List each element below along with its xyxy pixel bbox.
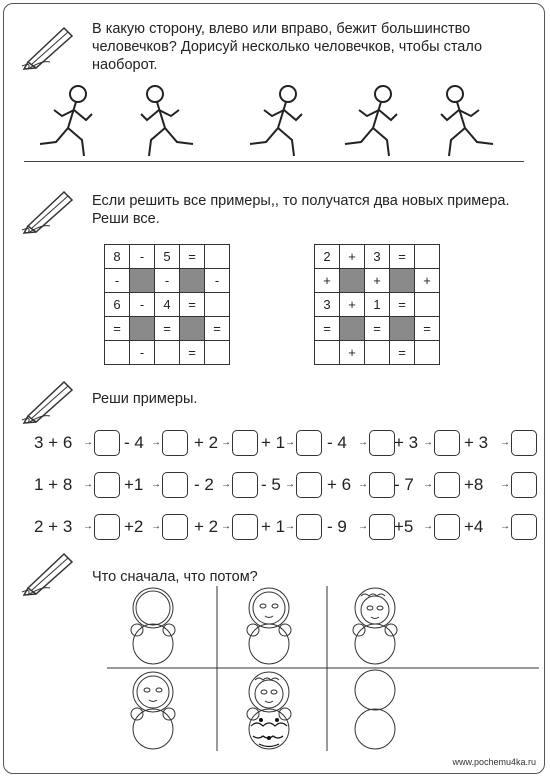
operation-text: + 6 bbox=[327, 475, 352, 494]
arrow-icon: → bbox=[423, 479, 433, 490]
grid-cell: = bbox=[390, 245, 415, 269]
doll-bare bbox=[355, 670, 395, 749]
shaded-cell bbox=[130, 317, 155, 341]
grid-cell: 5 bbox=[155, 245, 180, 269]
answer-box[interactable] bbox=[511, 514, 537, 540]
operation-text: +4 bbox=[464, 517, 484, 536]
operation-text: +8 bbox=[464, 475, 484, 494]
operation-text: 1 + 8 bbox=[34, 475, 73, 494]
operation-text: - 4 bbox=[124, 433, 144, 452]
answer-box[interactable] bbox=[94, 514, 120, 540]
doll-face-scarf bbox=[353, 588, 397, 664]
answer-box[interactable] bbox=[369, 472, 395, 498]
grid-cell: 2 bbox=[315, 245, 340, 269]
grid-cell: + bbox=[365, 269, 390, 293]
grid-cell: = bbox=[105, 317, 130, 341]
task4-instruction: Что сначала, что потом? bbox=[92, 569, 258, 585]
math-grid-left bbox=[104, 244, 230, 365]
answer-box[interactable] bbox=[511, 472, 537, 498]
empty-cell bbox=[365, 341, 390, 365]
answer-box[interactable] bbox=[94, 472, 120, 498]
answer-box[interactable] bbox=[162, 430, 188, 456]
arrow-icon: → bbox=[285, 437, 295, 448]
doll-outline bbox=[131, 588, 175, 664]
arrow-icon: → bbox=[151, 521, 161, 532]
grid-cell: 4 bbox=[155, 293, 180, 317]
grid-cell: + bbox=[340, 245, 365, 269]
grid-cell: - bbox=[205, 269, 230, 293]
runner-figure bbox=[244, 84, 314, 164]
arrow-icon: → bbox=[285, 521, 295, 532]
empty-cell bbox=[105, 341, 130, 365]
operation-text: + 2 bbox=[194, 517, 219, 536]
grid-cell: + bbox=[340, 293, 365, 317]
runner-figure bbox=[429, 84, 499, 164]
task2-instruction: Если решить все примеры,, то получатся два новых примера. Реши все. bbox=[92, 193, 510, 227]
empty-cell bbox=[315, 341, 340, 365]
empty-cell bbox=[205, 341, 230, 365]
answer-box[interactable] bbox=[162, 472, 188, 498]
math-grid-right bbox=[314, 244, 440, 365]
shaded-cell bbox=[180, 317, 205, 341]
operation-text: 2 + 3 bbox=[34, 517, 73, 536]
answer-box[interactable] bbox=[511, 430, 537, 456]
answer-box[interactable] bbox=[162, 514, 188, 540]
answer-box[interactable] bbox=[296, 472, 322, 498]
grid-cell: 8 bbox=[105, 245, 130, 269]
grid-cell: 1 bbox=[365, 293, 390, 317]
arrow-icon: → bbox=[285, 479, 295, 490]
grid-cell: = bbox=[205, 317, 230, 341]
arrow-icon: → bbox=[151, 479, 161, 490]
shaded-cell bbox=[390, 317, 415, 341]
task3-instruction: Реши примеры. bbox=[92, 391, 198, 407]
answer-box[interactable] bbox=[434, 514, 460, 540]
answer-box[interactable] bbox=[94, 430, 120, 456]
grid-cell: = bbox=[180, 245, 205, 269]
grid-cell: - bbox=[155, 269, 180, 293]
operation-text: - 5 bbox=[261, 475, 281, 494]
grid-cell: 6 bbox=[105, 293, 130, 317]
grid-cell: - bbox=[130, 341, 155, 365]
operation-text: + 3 bbox=[464, 433, 489, 452]
runner-figure bbox=[129, 84, 199, 164]
worksheet-page bbox=[3, 3, 545, 774]
empty-cell bbox=[415, 245, 440, 269]
answer-box[interactable] bbox=[296, 514, 322, 540]
arrow-icon: → bbox=[423, 521, 433, 532]
empty-cell bbox=[415, 341, 440, 365]
pencil-icon bbox=[20, 22, 78, 70]
grid-cell: 3 bbox=[365, 245, 390, 269]
arrow-icon: → bbox=[358, 437, 368, 448]
doll-face bbox=[247, 588, 291, 664]
arrow-icon: → bbox=[500, 437, 510, 448]
operation-text: - 7 bbox=[394, 475, 414, 494]
grid-cell: = bbox=[390, 293, 415, 317]
runner-figure bbox=[34, 84, 104, 164]
grid-cell: = bbox=[155, 317, 180, 341]
operation-text: + 1 bbox=[261, 517, 286, 536]
arrow-icon: → bbox=[83, 521, 93, 532]
shaded-cell bbox=[180, 269, 205, 293]
math-chain-row bbox=[34, 472, 539, 502]
operation-text: - 2 bbox=[194, 475, 214, 494]
operation-text: - 9 bbox=[327, 517, 347, 536]
arrow-icon: → bbox=[358, 521, 368, 532]
answer-box[interactable] bbox=[369, 430, 395, 456]
operation-text: 3 + 6 bbox=[34, 433, 73, 452]
arrow-icon: → bbox=[83, 437, 93, 448]
arrow-icon: → bbox=[358, 479, 368, 490]
grid-cell: - bbox=[130, 293, 155, 317]
answer-box[interactable] bbox=[232, 514, 258, 540]
matryoshka-sequence bbox=[99, 586, 539, 751]
arrow-icon: → bbox=[83, 479, 93, 490]
ground-line bbox=[24, 161, 524, 162]
operation-text: +1 bbox=[124, 475, 144, 494]
math-chain-row bbox=[34, 514, 539, 544]
grid-cell: = bbox=[315, 317, 340, 341]
grid-cell: = bbox=[390, 341, 415, 365]
pencil-icon bbox=[20, 376, 78, 424]
operation-text: +5 bbox=[394, 517, 414, 536]
shaded-cell bbox=[390, 269, 415, 293]
empty-cell bbox=[205, 245, 230, 269]
pencil-icon bbox=[20, 186, 78, 234]
doll-decorated bbox=[247, 672, 291, 749]
task1-instruction: В какую сторону, влево или вправо, бежит большинство человечков? Дорисуй несколько человечков, чтобы стало наоборот. bbox=[92, 21, 483, 73]
grid-cell: = bbox=[415, 317, 440, 341]
grid-cell: = bbox=[365, 317, 390, 341]
answer-box[interactable] bbox=[232, 430, 258, 456]
pencil-icon bbox=[20, 548, 78, 596]
runner-figure bbox=[339, 84, 409, 164]
answer-box[interactable] bbox=[232, 472, 258, 498]
empty-cell bbox=[205, 293, 230, 317]
grid-cell: 3 bbox=[315, 293, 340, 317]
site-url: www.pochemu4ka.ru bbox=[452, 757, 536, 767]
shaded-cell bbox=[340, 317, 365, 341]
grid-cell: = bbox=[180, 341, 205, 365]
grid-cell: - bbox=[105, 269, 130, 293]
grid-cell: + bbox=[340, 341, 365, 365]
grid-cell: + bbox=[415, 269, 440, 293]
doll-face-2 bbox=[131, 672, 175, 749]
grid-cell: = bbox=[180, 293, 205, 317]
operation-text: + 1 bbox=[261, 433, 286, 452]
arrow-icon: → bbox=[221, 521, 231, 532]
answer-box[interactable] bbox=[434, 472, 460, 498]
operation-text: + 2 bbox=[194, 433, 219, 452]
shaded-cell bbox=[340, 269, 365, 293]
arrow-icon: → bbox=[221, 479, 231, 490]
empty-cell bbox=[415, 293, 440, 317]
math-chain-row bbox=[34, 430, 539, 460]
operation-text: - 4 bbox=[327, 433, 347, 452]
answer-box[interactable] bbox=[434, 430, 460, 456]
shaded-cell bbox=[130, 269, 155, 293]
grid-cell: - bbox=[130, 245, 155, 269]
arrow-icon: → bbox=[500, 521, 510, 532]
operation-text: + 3 bbox=[394, 433, 419, 452]
empty-cell bbox=[155, 341, 180, 365]
answer-box[interactable] bbox=[296, 430, 322, 456]
arrow-icon: → bbox=[500, 479, 510, 490]
arrow-icon: → bbox=[151, 437, 161, 448]
grid-cell: + bbox=[315, 269, 340, 293]
operation-text: +2 bbox=[124, 517, 144, 536]
arrow-icon: → bbox=[423, 437, 433, 448]
arrow-icon: → bbox=[221, 437, 231, 448]
answer-box[interactable] bbox=[369, 514, 395, 540]
